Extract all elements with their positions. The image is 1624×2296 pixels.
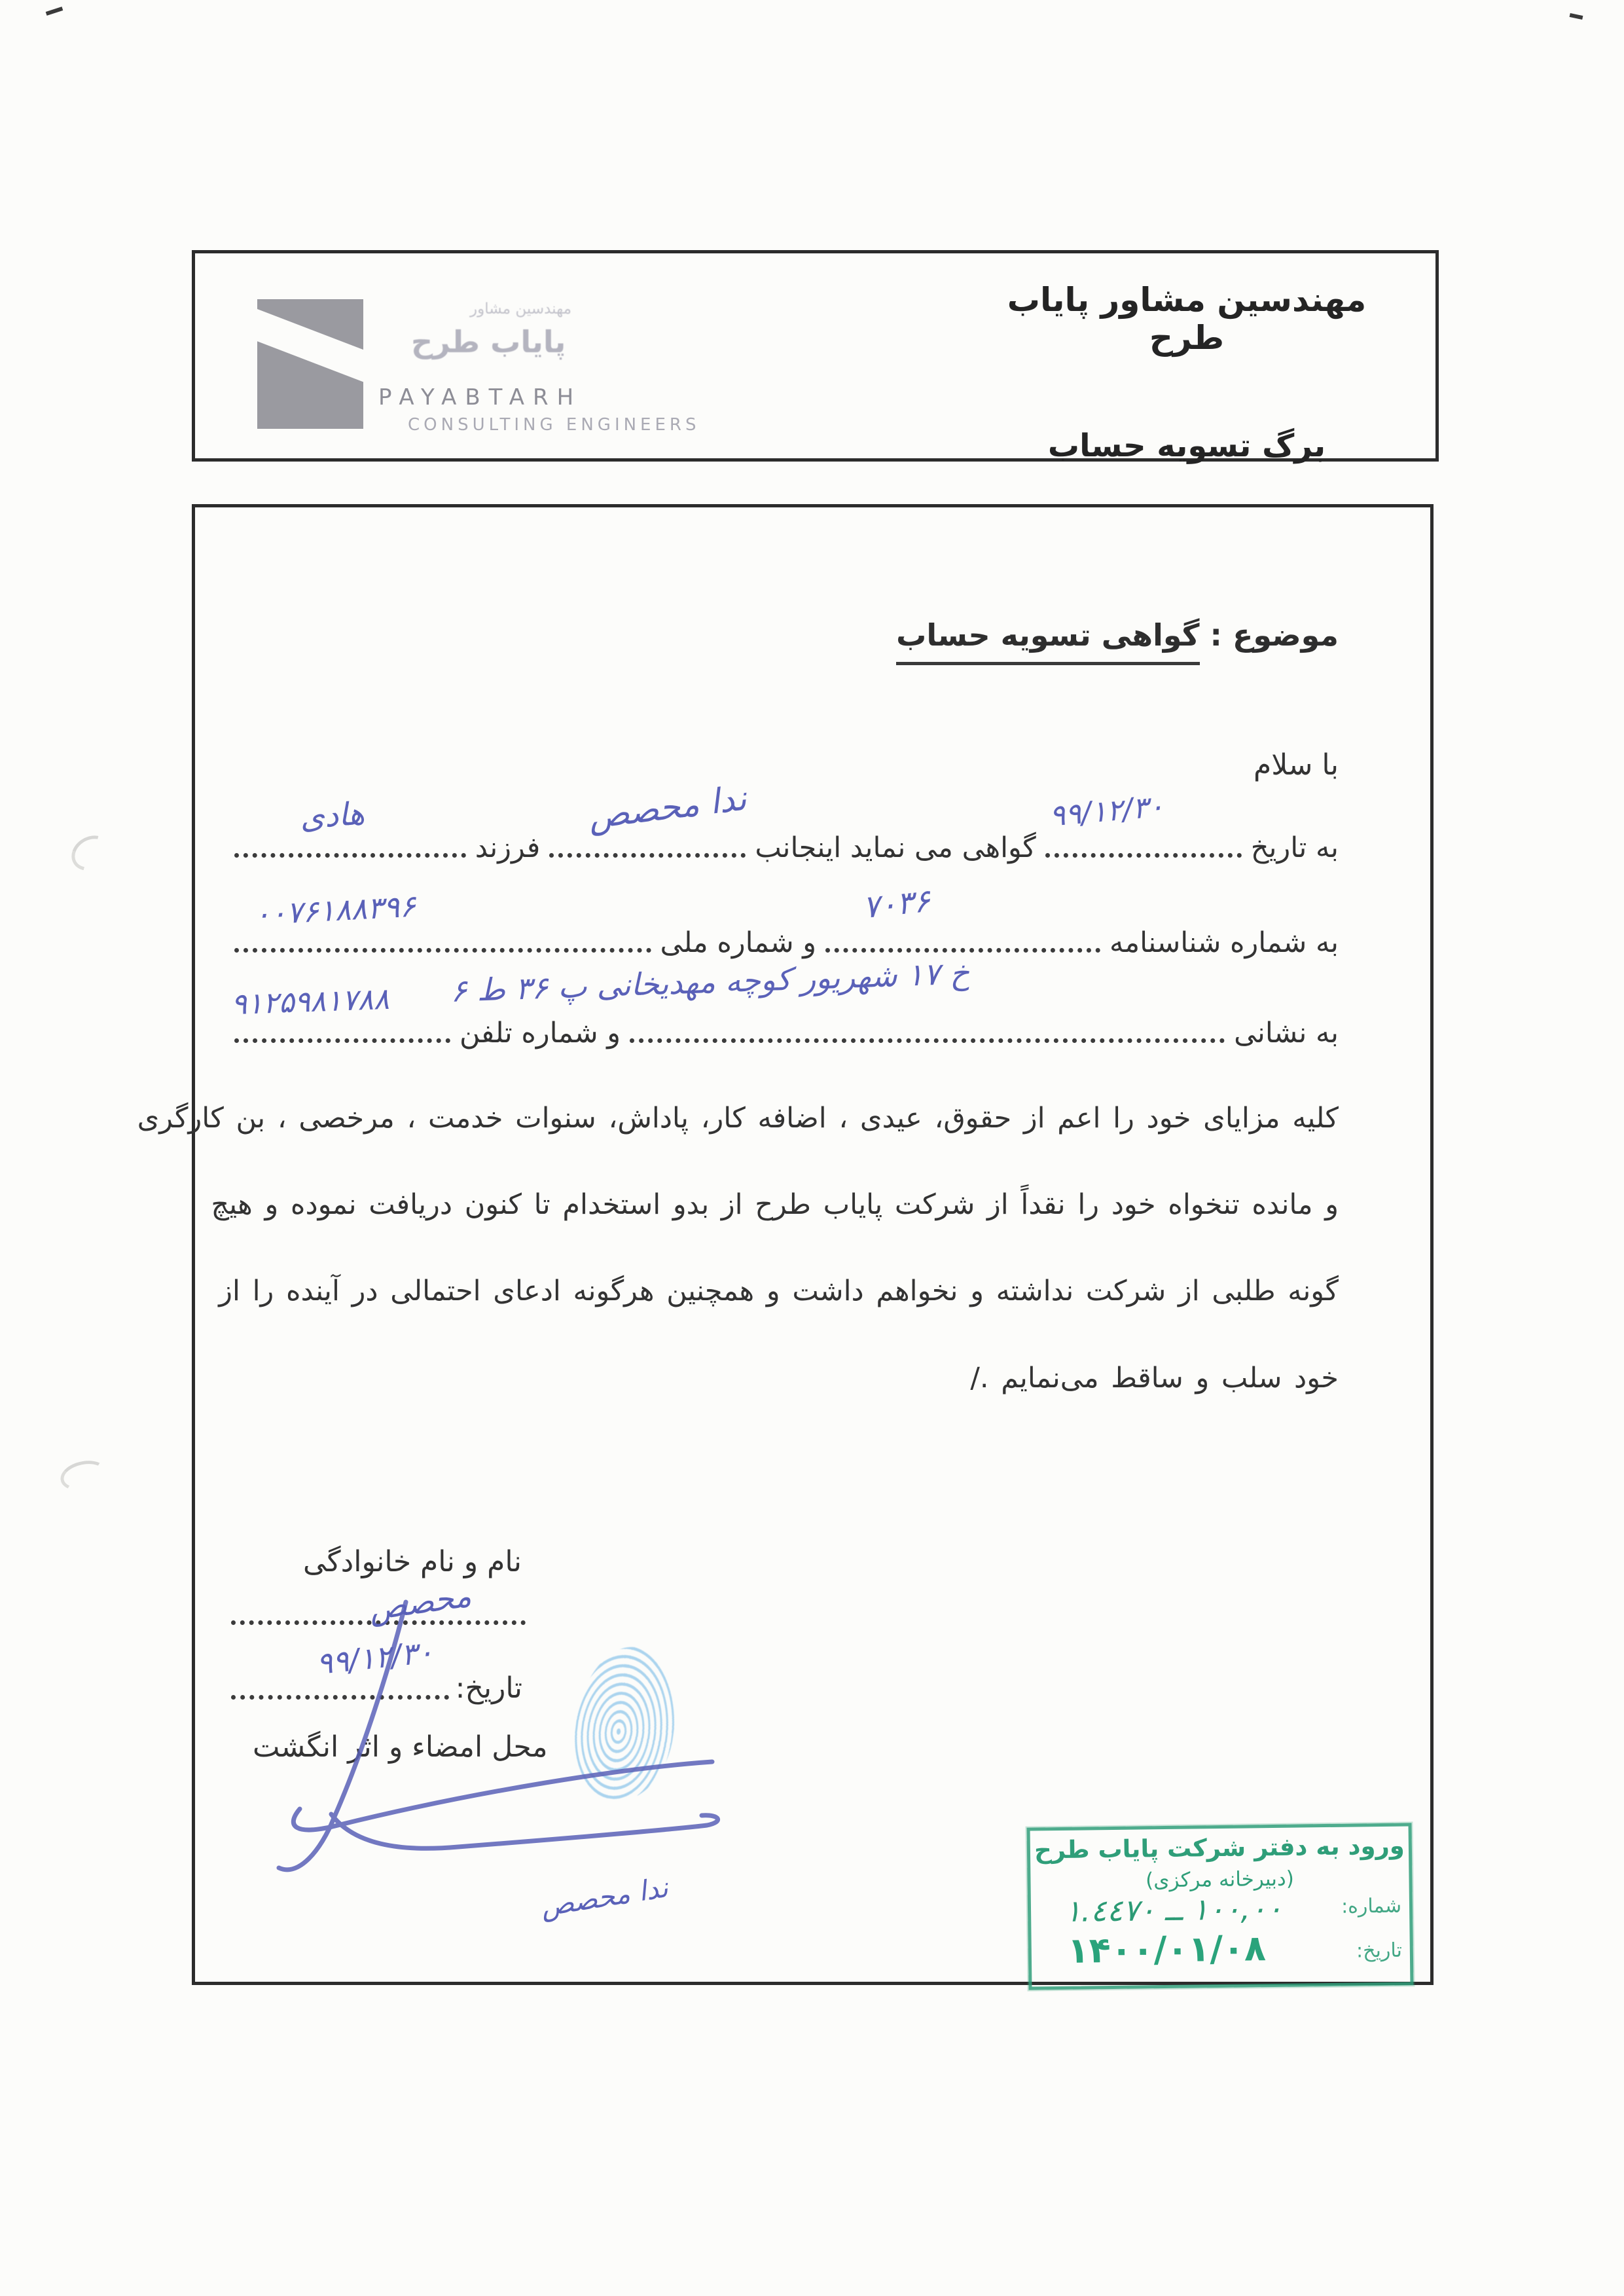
logo-farsi-large: پایاب طرح: [411, 324, 566, 359]
dotted-leader: [234, 853, 466, 858]
label-national-id: و شماره ملی: [660, 926, 817, 959]
form-line-id-numbers: [234, 882, 1339, 959]
body-text-line-4: خود سلب و ساقط می‌نمایم ./: [970, 1362, 1339, 1394]
dotted-leader: [1045, 853, 1242, 858]
label-date: به تاریخ: [1250, 831, 1339, 864]
handwritten-phone: ۹۱۲۵۹۸۱۷۸۸: [230, 981, 390, 1022]
logo-slash-shape: [257, 303, 363, 397]
stamp-date-value: ۱۴۰۰/۰۱/۰۸: [1067, 1927, 1267, 1971]
subject-value: گواهی تسویه حساب: [896, 617, 1199, 665]
dotted-leader: [549, 853, 746, 858]
form-title: برگ تسویه حساب: [1047, 428, 1326, 464]
stamp-number-value: ۱۰۰,۰۰ ــ ۱.٤٤٧٠: [1064, 1890, 1283, 1929]
logo-latin-name: PAYABTARH: [378, 384, 583, 410]
signature-date-label: تاریخ:: [455, 1671, 522, 1705]
body-text-line-3: گونه طلبی از شرکت نداشته و نخواهم داشت و همچنین هرگونه ادعای احتمالی در آینده را از: [219, 1275, 1339, 1307]
handwritten-date: ۹۹/۱۲/۳۰: [1048, 788, 1166, 833]
form-line-date-name: [234, 778, 1339, 864]
dotted-leader: [234, 1038, 450, 1043]
stamp-title: ورود به دفتر شرکت پایاب طرح: [1034, 1831, 1405, 1865]
dotted-leader: [630, 1038, 1225, 1043]
logo-latin-subtitle: CONSULTING ENGINEERS: [408, 415, 700, 435]
subject-label: موضوع :: [1210, 617, 1339, 653]
subject-line: [896, 617, 1339, 653]
fullname-label: نام و نام خانوادگی: [303, 1545, 522, 1578]
label-certifies: گواهی می نماید اینجانب: [755, 831, 1036, 864]
dotted-leader: [234, 948, 651, 953]
handwritten-address: خ ۱۷ شهریور کوچه مهدیخانی پ ۳۶ ط ۶: [450, 955, 971, 1010]
signature-place-label: محل امضاء و اثر انگشت: [253, 1730, 548, 1764]
signature-upper-sweep: [293, 1762, 712, 1830]
logo-farsi-small: مهندسین مشاور: [470, 301, 572, 318]
stamp-subtitle: (دبیرخانه مرکزی): [1145, 1867, 1295, 1893]
label-phone: و شماره تلفن: [460, 1017, 621, 1049]
company-name-farsi: مهندسین مشاور پایاب طرح: [1007, 281, 1367, 357]
scan-artifact: [46, 7, 63, 16]
label-child-of: فرزند: [475, 831, 541, 864]
punch-hole-mark: [58, 1457, 110, 1495]
letterhead-titles: [977, 281, 1396, 464]
document-body-box: [137, 504, 1434, 1985]
signature-lower-sweep: [331, 1814, 718, 1848]
handwritten-signature-date: ۹۹/۱۲/۳۰: [314, 1633, 435, 1682]
company-logo: [257, 299, 363, 429]
body-text-line-1: کلیه مزایای خود را اعم از حقوق، عیدی ، اضافه کار، پاداش، سنوات خدمت ، مرخصی ، بن کارگری: [137, 1102, 1339, 1135]
handwritten-national-id: ۰۰۷۶۱۸۸۳۹۶: [253, 888, 417, 932]
office-entry-stamp: [1027, 1823, 1414, 1990]
label-address: به نشانی: [1234, 1017, 1339, 1049]
handwritten-signature-name: محصص: [366, 1577, 474, 1628]
handwritten-signature-scribble: ندا محصص: [538, 1870, 670, 1923]
punch-hole-mark: [65, 829, 117, 877]
handwritten-name: ندا محصص: [586, 778, 749, 837]
label-birth-cert-no: به شماره شناسنامه: [1110, 926, 1339, 959]
form-line-address-phone: [230, 955, 1339, 1049]
handwritten-father-name: هادی: [298, 795, 366, 837]
signature-strokes: [234, 1568, 771, 1974]
handwritten-birth-cert-no: ۷۰۳۶: [861, 882, 932, 926]
greeting: با سلام: [1253, 748, 1339, 782]
stamp-date-label: تاریخ:: [1356, 1939, 1403, 1963]
dotted-leader: [825, 948, 1100, 953]
scan-artifact: [1570, 13, 1583, 20]
stamp-number-label: شماره:: [1341, 1894, 1402, 1918]
letterhead-box: [192, 250, 1439, 462]
body-text-line-2: و مانده تنخواه خود را نقداً از شرکت پایاب طرح از بدو استخدام تا کنون دریافت نموده و هیچ: [211, 1188, 1339, 1221]
